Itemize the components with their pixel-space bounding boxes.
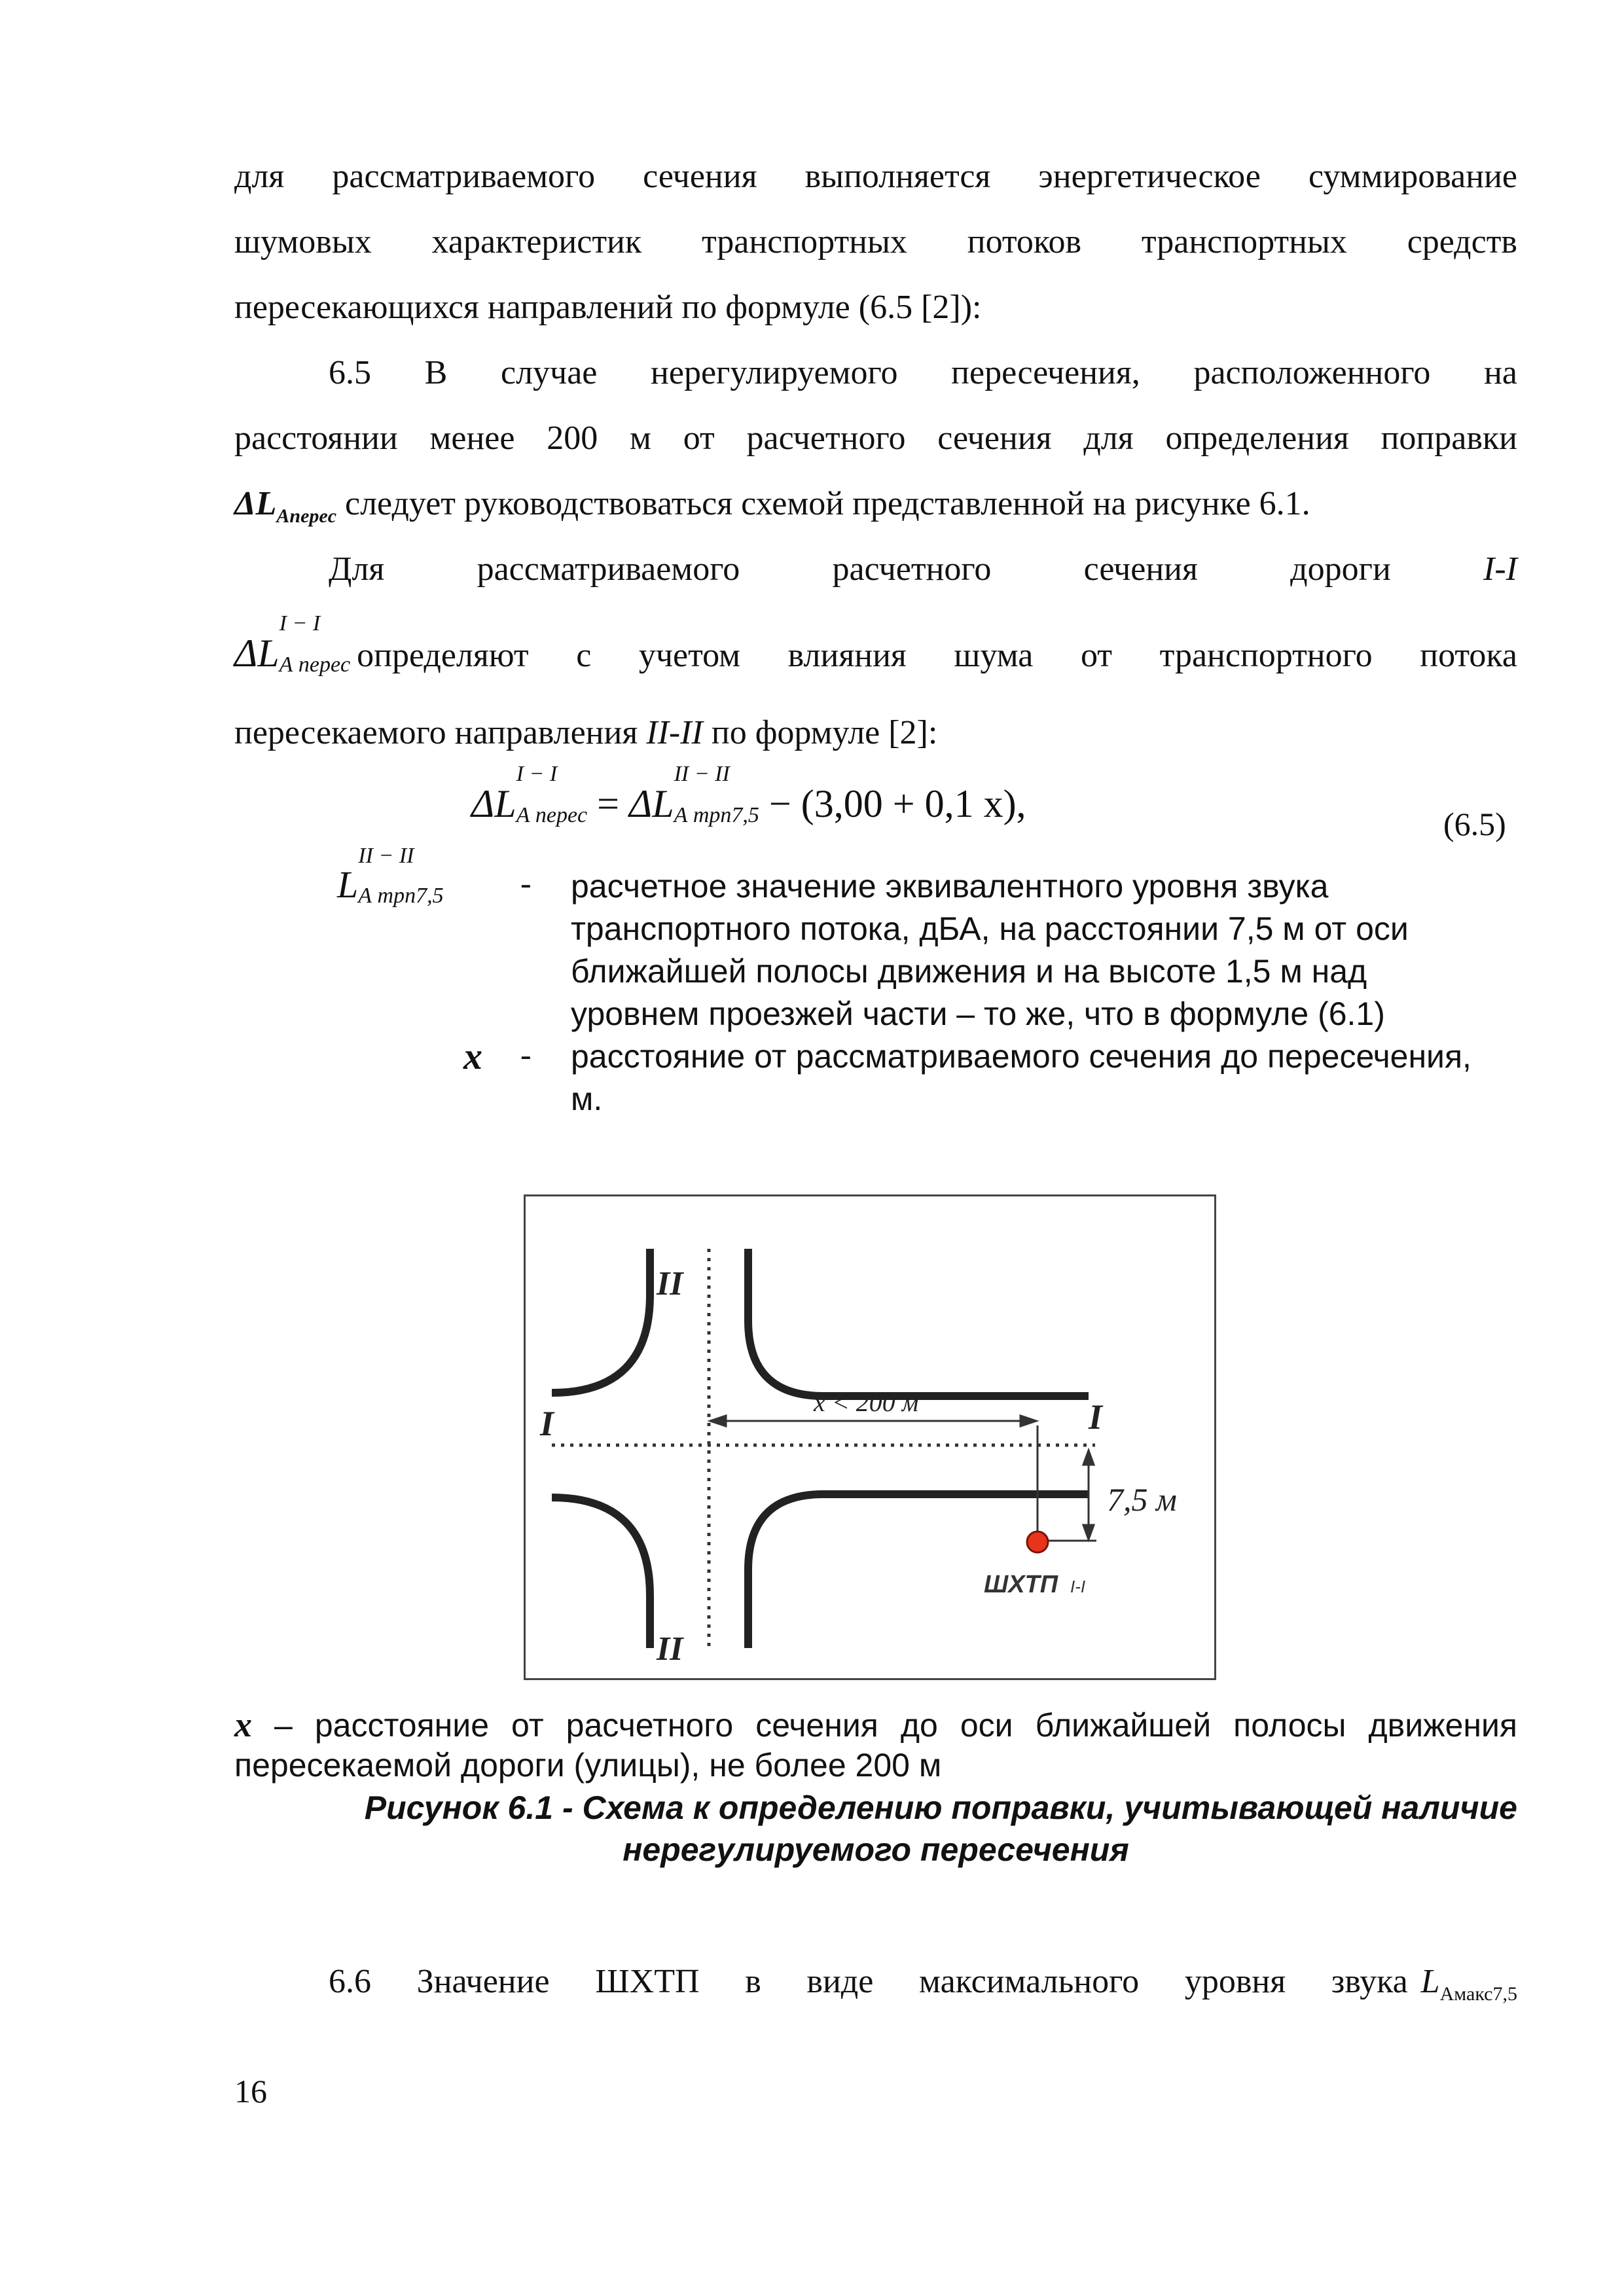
paragraph-3-line-2: [234, 611, 1517, 678]
offset-arrow-head-top: [1083, 1450, 1094, 1465]
word: дороги: [1290, 550, 1391, 588]
point-sublabel: I-I: [1070, 1577, 1086, 1596]
label-i-right: I: [1089, 1397, 1103, 1437]
rhs-sup: II − II: [674, 762, 730, 786]
paragraph-1-line-1: для рассматриваемого сечения выполняется энергетическое суммирование: [234, 158, 1517, 195]
l-max-symbol: [1421, 1962, 1517, 2014]
figure-title-line-2: нерегулируемого пересечения: [623, 1831, 1129, 1868]
sym-main: L: [1420, 1963, 1440, 2000]
lhs-sup: I − I: [516, 762, 558, 786]
label-ii-top: II: [657, 1265, 683, 1302]
sym-sup: I − I: [279, 611, 321, 636]
caption-symbol: x: [234, 1705, 252, 1744]
word: рассматриваемого: [477, 550, 740, 588]
delta-l-subscript: Апеpec: [276, 505, 337, 527]
rhs-sub: А тpп7,5: [674, 803, 759, 827]
text: по формуле [2]:: [702, 714, 938, 751]
noise-source-marker: [1027, 1532, 1048, 1552]
sym-supsub: [279, 611, 351, 678]
road-edge-bottom-left: [552, 1498, 650, 1648]
paragraph-3-line-3: [234, 713, 1517, 753]
rhs-main: ΔL: [628, 782, 674, 825]
definition-line: расчетное значение эквивалентного уровня звука: [571, 868, 1329, 905]
formula-6-5: [471, 762, 1026, 830]
road-edge-top-left: [552, 1249, 650, 1393]
definition-line: ближайшей полосы движения и на высоте 1,5 м над: [571, 953, 1367, 990]
lhs-supsub: [516, 762, 588, 829]
definition-line: расстояние от рассматриваемого сечения до пересечения,: [571, 1038, 1471, 1075]
label-i-left: I: [540, 1404, 554, 1443]
definition-text-l: [571, 865, 1513, 1035]
paragraph-1-line-2: шумовых характеристик транспортных потоков транспортных средств: [234, 223, 1517, 260]
intersection-diagram-svg: [526, 1196, 1214, 1678]
point-label: ШХТП: [984, 1571, 1058, 1598]
paragraph-1-line-3: пересекающихся направлений по формуле (6.5 [2]):: [234, 289, 982, 326]
definition-dash: -: [520, 1036, 532, 1073]
paragraph-2-line-3: [234, 484, 1517, 536]
word: сечения: [1083, 550, 1198, 588]
definition-dash: -: [520, 865, 532, 901]
paragraph-3-line-2-text: определяют с учетом влияния шума от транспортного потока: [357, 637, 1517, 674]
distance-label: x < 200 м: [814, 1388, 919, 1417]
label-ii-bottom: II: [657, 1630, 683, 1668]
sym-sub: Aмакс7,5: [1439, 1983, 1517, 2005]
rhs-supsub: [674, 762, 759, 829]
arrow-head-left: [710, 1416, 726, 1426]
paragraph-3-line-1: [329, 550, 1517, 589]
lhs-sub: А пеpec: [516, 803, 588, 827]
paragraph-2-line-3-text: следует руководствоваться схемой представленной на рисунке 6.1.: [336, 485, 1310, 522]
equals: =: [587, 782, 629, 825]
paragraph-4-text: 6.6 Значение ШХТП в виде максимального уровня звука: [329, 1963, 1408, 2000]
equation-number: (6.5): [1443, 806, 1506, 842]
definition-symbol-x: x: [463, 1035, 482, 1077]
formula-tail: − (3,00 + 0,1 x),: [759, 782, 1026, 825]
offset-label: 7,5 м: [1107, 1481, 1177, 1518]
caption-text: – расстояние от расчетного сечения до оси ближайшей полосы движения: [252, 1707, 1517, 1744]
lhs-main: ΔL: [471, 782, 516, 825]
delta-l-symbol: ΔL: [234, 485, 277, 522]
intersection-diagram: [524, 1194, 1216, 1680]
offset-arrow-head-bottom: [1083, 1525, 1094, 1539]
delta-l-ii-symbol: [234, 611, 351, 678]
definition-line: уровнем проезжей части – то же, что в формуле (6.1): [571, 996, 1385, 1032]
caption-line-1: [234, 1704, 1517, 1746]
definition-line: транспортного потока, дБА, на расстоянии 7,5 м от оси: [571, 910, 1409, 947]
caption-line-2: пересекаемой дороги (улицы), не более 200 м: [234, 1747, 942, 1784]
definition-text-x: [571, 1035, 1513, 1121]
road-edge-top-right: [748, 1249, 1089, 1396]
sym-main: L: [337, 863, 359, 906]
sym-sub: А тpп7,5: [358, 884, 444, 908]
figure-title-line-1: Рисунок 6.1 - Схема к определению поправки, учитывающей наличие: [364, 1789, 1517, 1826]
paragraph-2-line-1: 6.5 В случае нерегулируемого пересечения, расположенного на: [329, 354, 1517, 391]
page-number: 16: [234, 2073, 267, 2109]
definition-line: м.: [571, 1081, 603, 1117]
definition-symbol-l: [337, 844, 444, 909]
word: расчетного: [832, 550, 992, 588]
direction-label: II-II: [646, 714, 703, 751]
text: пересекаемого направления: [234, 714, 647, 751]
sym-sub: А пеpec: [279, 653, 351, 677]
arrow-head-right: [1020, 1416, 1036, 1426]
word: Для: [329, 550, 385, 588]
sym-supsub: [358, 844, 444, 909]
sym-main: ΔL: [234, 632, 280, 675]
section-label: I-I: [1483, 550, 1517, 588]
paragraph-4-line-1: [329, 1962, 1517, 2014]
paragraph-2-line-2: расстоянии менее 200 м от расчетного сечения для определения поправки: [234, 420, 1517, 457]
sym-sup: II − II: [358, 844, 414, 868]
